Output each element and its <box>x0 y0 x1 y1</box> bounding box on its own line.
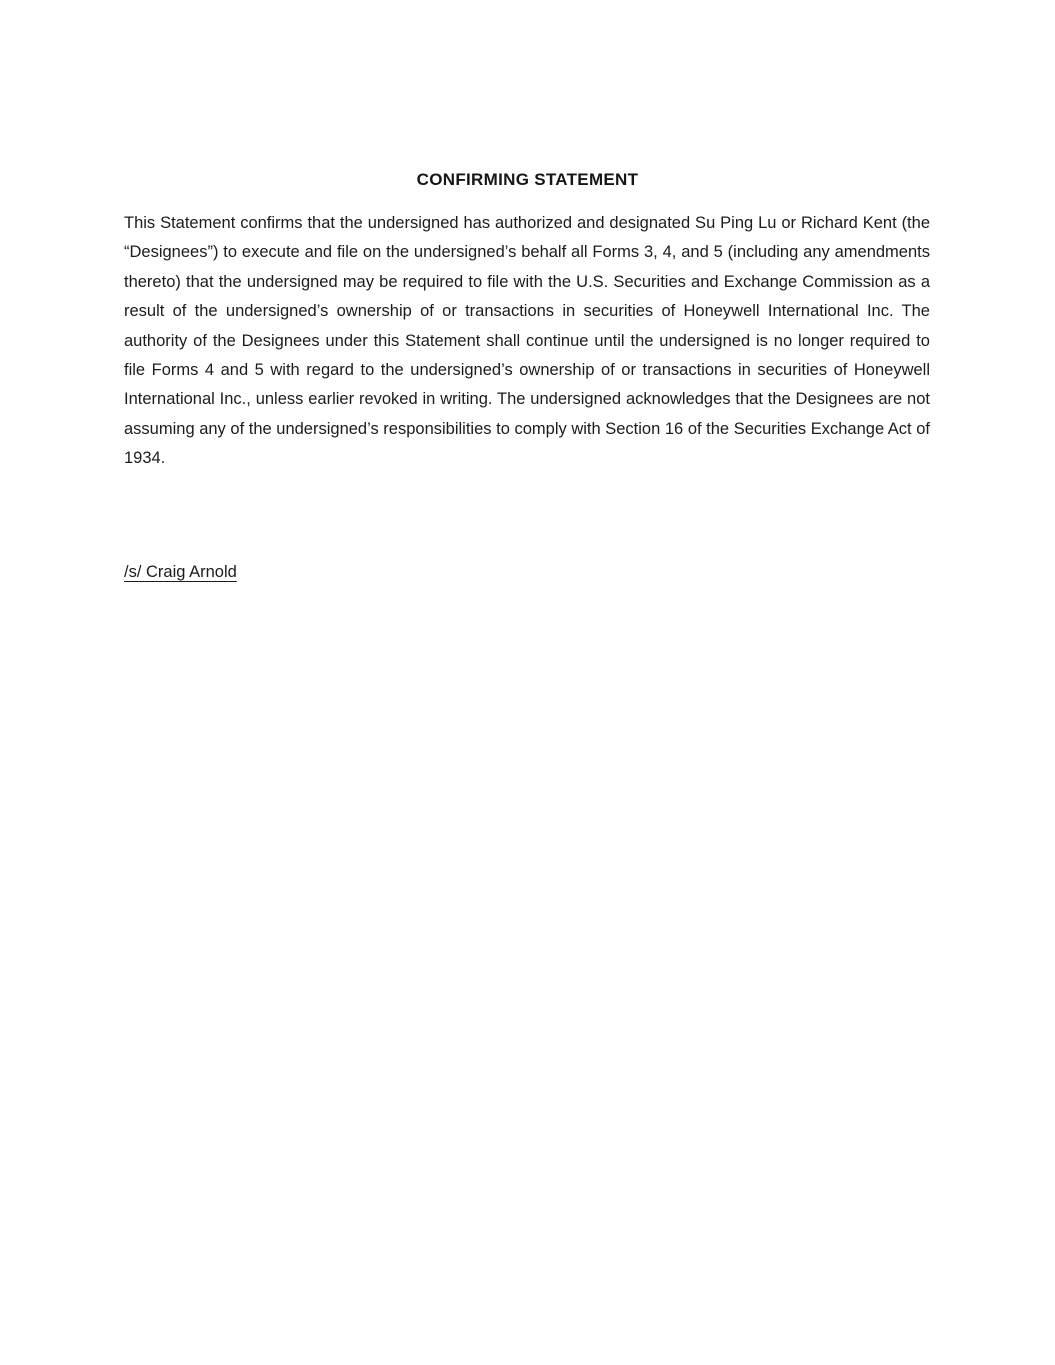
document-body-paragraph: This Statement confirms that the undersigned has authorized and designated Su Ping Lu or Richard Kent (the “Designees”) to execute and file on the undersigned’s behalf all Forms 3, 4, and 5 (including any amendments thereto) that the undersigned may be required to file with the U.S. Securities and Exchange Commission as a result of the undersigned’s ownership of or transactions in securities of Honeywell International Inc. The authority of the Designees under this Statement shall continue until the undersigned is no longer required to file Forms 4 and 5 with regard to the undersigned’s ownership of or transactions in securities of Honeywell International Inc., unless earlier revoked in writing. The undersigned acknowledges that the Designees are not assuming any of the undersigned’s responsibilities to comply with Section 16 of the Securities Exchange Act of 1934. <box>124 214 930 468</box>
document-title: CONFIRMING STATEMENT <box>416 170 639 189</box>
signature-line: /s/ Craig Arnold <box>124 563 237 581</box>
